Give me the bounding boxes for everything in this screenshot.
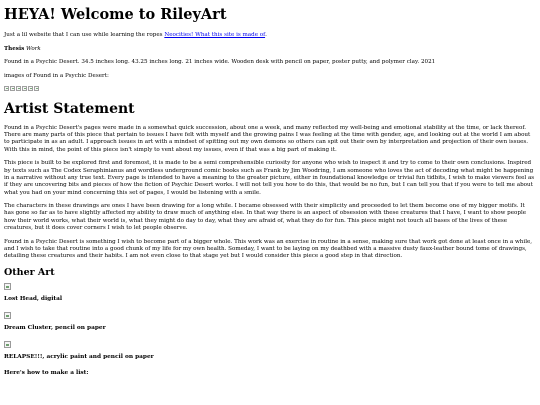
statement-paragraph-2: This piece is built to be explored first and foremost, it is made to be a semi comprehensible curiosity for anyone who wish to inspect it and try to come to their own conclusions. Inspired by texts such as The Codex Seraphinianus and wordless underground comic books such as Frank by Jim Woodring, I am someone who loves the act of decoding what might be happening in a narrative without any true text. Every page is intended to have a meaning to the greater picture, either in foundational knowledge or trivial fun tidbits, I wish to make viewers feel as if they are uncovering bits and pieces of how the fiction of Psychic Desert works. I will not tell you how to do this, that would be no fun, but I can tell you that if you were to tell me about what you had on your mind concerning this set of pages, I would be listening with a smile. <box>4 160 535 196</box>
thesis-images-label: images of Found in a Psychic Desert: <box>4 72 109 79</box>
broken-image-icon[interactable] <box>10 86 15 91</box>
intro-text: Just a lil website that I can use while learning the ropes <box>4 32 165 39</box>
broken-image-icon[interactable] <box>4 312 11 319</box>
neocities-link[interactable]: Neocities! What this site is made of <box>164 32 266 39</box>
intro-paragraph <box>4 32 536 39</box>
broken-image-icon[interactable] <box>4 86 9 91</box>
broken-image-icon[interactable] <box>34 86 39 91</box>
artwork-caption: Lost Head, digital <box>4 296 63 303</box>
list-heading: Here's how to make a list: <box>4 370 89 377</box>
thesis-value: Work <box>26 45 41 52</box>
thesis-line <box>4 46 536 53</box>
artwork-item <box>4 283 536 302</box>
artwork-item <box>4 312 536 331</box>
statement-paragraph-1: Found in a Psychic Desert's pages were made in a somewhat quick succession, about one a week, and many reflected my well-being and emotional stability at the time, or lack thereof. There are many parts of this piece that pertain to issues I have felt with myself and the growing pains I was feeling at the time with gender, age, and looking out at the world I am about to participate in as an adult. I approach issues in art with a mindset of spitting out my own demons so others can spit out their own by interpretation and projection of their own issues. With this in mind, the point of this piece isn't simply to vent about my issues, even if that was a big part of making it. <box>4 124 531 153</box>
artwork-caption: RELAPSE!!!, acrylic paint and pencil on paper <box>4 354 154 361</box>
other-art-heading: Other Art <box>4 266 55 278</box>
artwork-caption: Dream Cluster, pencil on paper <box>4 325 106 332</box>
broken-image-icon[interactable] <box>16 86 21 91</box>
broken-image-icon[interactable] <box>4 283 11 290</box>
thumbnail-row <box>4 86 536 91</box>
artist-statement-heading: Artist Statement <box>4 100 135 117</box>
thesis-description: Found in a Psychic Desert. 34.5 inches long. 43.25 inches long. 21 inches wide. Wooden desk with pencil on paper, poster putty, and polymer clay. 2021 <box>4 59 436 66</box>
broken-image-icon[interactable] <box>4 341 11 348</box>
intro-after-link: . <box>265 32 267 39</box>
statement-paragraph-3: The characters in these drawings are ones I have been drawing for a long while. I became obsessed with their simplicity and proceeded to let them become one of my bigger motifs. It has gone so far as to have slightly affected my ability to draw much of anything else. In that way there is an aspect of obsession with these creatures that I have, I want to show people how their world works, what their world is, what they might do day to day, what they are afraid of, what they do for fun. This piece might not touch all bases of the lives of these creatures, but it does cover corners I wish to let people observe. <box>4 203 527 232</box>
thesis-label: Thesis <box>4 45 25 52</box>
artwork-item <box>4 341 536 360</box>
broken-image-icon[interactable] <box>22 86 27 91</box>
broken-image-icon[interactable] <box>28 86 33 91</box>
page-title: HEYA! Welcome to RileyArt <box>4 6 227 23</box>
statement-paragraph-4: Found in a Psychic Desert is something I wish to become part of a bigger whole. This work was an exercise in routine in a sense, making sure that work got done at least once in a while, and I wish to take that routine into a good chunk of my life for my own health. Someday, I want to be laying on my deathbed with a massive dusty faux-leather bound tome of drawings, detailing these creatures and their habits. I am not even close to that stage yet but I would consider this piece a good step in that direction. <box>4 238 533 260</box>
